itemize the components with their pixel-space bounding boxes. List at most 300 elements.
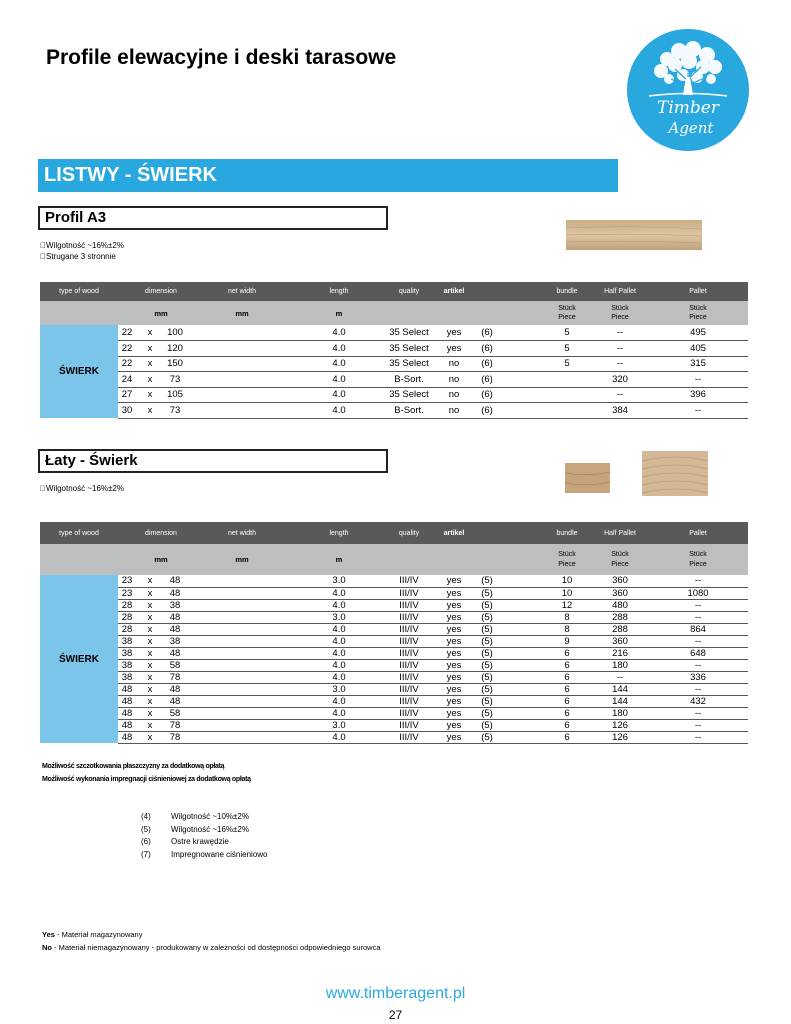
- width-cell: 150: [164, 356, 186, 372]
- length-cell: 3.0: [298, 719, 380, 731]
- pallet-cell: --: [648, 372, 748, 388]
- unit-m: m: [298, 301, 380, 325]
- thickness-cell: 48: [118, 719, 136, 731]
- header-half-pallet: Half Pallet: [592, 522, 648, 544]
- spacer-cell: [504, 731, 542, 743]
- dimension-x-cell: x: [136, 647, 164, 659]
- stock-cell: yes: [438, 731, 470, 743]
- stock-cell: no: [438, 372, 470, 388]
- stock-cell: yes: [438, 341, 470, 357]
- unit-piece: Piece: [558, 560, 576, 568]
- bundle-cell: 5: [542, 356, 592, 372]
- half-pallet-cell: 360: [592, 587, 648, 599]
- footer-note: Możliwość wykonania impregnacji ciśnieniowej za dodatkową opłatą: [42, 776, 251, 783]
- stock-cell: yes: [438, 719, 470, 731]
- website-link[interactable]: www.timberagent.pl: [325, 985, 466, 1002]
- code-cell: (6): [470, 325, 504, 341]
- spacer-cell: [504, 341, 542, 357]
- unit-piece: Piece: [558, 314, 576, 321]
- length-cell: 4.0: [298, 647, 380, 659]
- table-row: [40, 372, 748, 388]
- half-pallet-cell: 180: [592, 659, 648, 671]
- quality-cell: B-Sort.: [380, 403, 438, 419]
- bundle-cell: 8: [542, 611, 592, 623]
- legend-row: [141, 824, 268, 837]
- stock-cell: yes: [438, 707, 470, 719]
- header-length: length: [298, 282, 380, 301]
- unit-mm: mm: [136, 301, 186, 325]
- code-cell: (5): [470, 719, 504, 731]
- footer-notes: [42, 760, 251, 786]
- width-cell: 38: [164, 635, 186, 647]
- half-pallet-cell: 288: [592, 623, 648, 635]
- profil-a3-notes: [40, 240, 124, 262]
- table-row: [40, 707, 748, 719]
- thickness-cell: 22: [118, 356, 136, 372]
- spacer-cell: [504, 635, 542, 647]
- dimension-x-cell: x: [136, 731, 164, 743]
- width-cell: 120: [164, 341, 186, 357]
- quality-cell: B-Sort.: [380, 372, 438, 388]
- length-cell: 4.0: [298, 731, 380, 743]
- width-cell: 78: [164, 719, 186, 731]
- note-line:  Wilgotność ~16%±2%: [40, 241, 124, 250]
- dimension-x-cell: x: [136, 587, 164, 599]
- pallet-cell: 432: [648, 695, 748, 707]
- dimension-x-cell: x: [136, 707, 164, 719]
- pallet-cell: 405: [648, 341, 748, 357]
- pallet-cell: 648: [648, 647, 748, 659]
- bundle-cell: 6: [542, 671, 592, 683]
- width-cell: 48: [164, 695, 186, 707]
- laty-title: Łaty - Świerk: [38, 449, 388, 473]
- dimension-x-cell: x: [136, 372, 164, 388]
- length-cell: 4.0: [298, 623, 380, 635]
- table-row: [40, 341, 748, 357]
- table-row: [40, 403, 748, 419]
- stock-cell: no: [438, 356, 470, 372]
- width-cell: 78: [164, 671, 186, 683]
- section-banner: LISTWY - ŚWIERK: [38, 159, 618, 192]
- stock-cell: yes: [438, 611, 470, 623]
- table-row: [40, 623, 748, 635]
- quality-cell: III/IV: [380, 659, 438, 671]
- table-row: [40, 599, 748, 611]
- stock-cell: yes: [438, 659, 470, 671]
- table-row: [40, 695, 748, 707]
- thickness-cell: 27: [118, 387, 136, 403]
- code-cell: (6): [470, 341, 504, 357]
- bundle-cell: 5: [542, 325, 592, 341]
- net-width-cell: [186, 671, 298, 683]
- code-cell: (6): [470, 356, 504, 372]
- length-cell: 4.0: [298, 325, 380, 341]
- bundle-cell: 6: [542, 731, 592, 743]
- half-pallet-cell: 180: [592, 707, 648, 719]
- quality-cell: III/IV: [380, 623, 438, 635]
- stock-cell: yes: [438, 599, 470, 611]
- spacer-cell: [504, 611, 542, 623]
- width-cell: 48: [164, 647, 186, 659]
- table-row: [40, 683, 748, 695]
- quality-cell: III/IV: [380, 635, 438, 647]
- net-width-cell: [186, 341, 298, 357]
- code-cell: (5): [470, 707, 504, 719]
- legend-key: (4): [141, 812, 151, 821]
- dimension-x-cell: x: [136, 671, 164, 683]
- unit-stuck: Stück: [558, 305, 576, 312]
- half-pallet-cell: --: [592, 325, 648, 341]
- half-pallet-cell: 288: [592, 611, 648, 623]
- header-artikel: artikel: [438, 522, 470, 544]
- header-bundle: bundle: [542, 282, 592, 301]
- legend-text: Wilgotność ~16%±2%: [171, 824, 249, 834]
- thickness-cell: 24: [118, 372, 136, 388]
- stock-cell: no: [438, 387, 470, 403]
- quality-cell: III/IV: [380, 611, 438, 623]
- bundle-cell: 5: [542, 341, 592, 357]
- thickness-cell: 22: [118, 325, 136, 341]
- pallet-cell: --: [648, 707, 748, 719]
- net-width-cell: [186, 372, 298, 388]
- pallet-cell: 495: [648, 325, 748, 341]
- dimension-x-cell: x: [136, 341, 164, 357]
- net-width-cell: [186, 587, 298, 599]
- width-cell: 48: [164, 683, 186, 695]
- spacer-cell: [504, 575, 542, 587]
- bundle-cell: 6: [542, 719, 592, 731]
- pallet-cell: --: [648, 575, 748, 587]
- wood-cross-section-image: [642, 451, 708, 496]
- code-cell: (5): [470, 659, 504, 671]
- header-dimension: dimension: [136, 282, 186, 301]
- stock-cell: yes: [438, 671, 470, 683]
- net-width-cell: [186, 611, 298, 623]
- note-line:  Strugane 3 stronnie: [40, 252, 116, 261]
- pallet-cell: --: [648, 719, 748, 731]
- table-row: [40, 635, 748, 647]
- bundle-cell: 6: [542, 659, 592, 671]
- unit-piece: Piece: [611, 314, 629, 321]
- width-cell: 105: [164, 387, 186, 403]
- unit-piece: Piece: [611, 560, 629, 568]
- legend-key: (5): [141, 824, 151, 834]
- profil-a3-title: Profil A3: [38, 206, 388, 230]
- table-row: [40, 587, 748, 599]
- code-cell: (5): [470, 671, 504, 683]
- thickness-cell: 30: [118, 403, 136, 419]
- code-cell: (5): [470, 587, 504, 599]
- pallet-cell: --: [648, 683, 748, 695]
- stock-cell: yes: [438, 695, 470, 707]
- legend-text: Impregnowane ciśnieniowo: [171, 849, 268, 859]
- length-cell: 4.0: [298, 372, 380, 388]
- net-width-cell: [186, 325, 298, 341]
- wood-type-cell: ŚWIERK: [40, 325, 118, 418]
- header-dimension: dimension: [136, 522, 186, 544]
- spacer-cell: [504, 325, 542, 341]
- legend-text: Wilgotność ~10%±2%: [171, 812, 249, 821]
- unit-stuck: Stück: [689, 305, 707, 312]
- half-pallet-cell: --: [592, 671, 648, 683]
- table-row: [40, 731, 748, 743]
- net-width-cell: [186, 356, 298, 372]
- length-cell: 4.0: [298, 587, 380, 599]
- stock-cell: no: [438, 403, 470, 419]
- bundle-cell: 6: [542, 695, 592, 707]
- legend-text: Ostre krawędzie: [171, 837, 229, 846]
- timber-agent-logo: [627, 29, 749, 151]
- net-width-cell: [186, 683, 298, 695]
- legend-row: [141, 836, 268, 849]
- width-cell: 48: [164, 623, 186, 635]
- quality-cell: III/IV: [380, 587, 438, 599]
- width-cell: 78: [164, 731, 186, 743]
- stock-cell: yes: [438, 325, 470, 341]
- net-width-cell: [186, 647, 298, 659]
- dimension-x-cell: x: [136, 719, 164, 731]
- stock-cell: yes: [438, 683, 470, 695]
- thickness-cell: 28: [118, 611, 136, 623]
- dimension-x-cell: x: [136, 695, 164, 707]
- spacer-cell: [504, 372, 542, 388]
- pallet-cell: 336: [648, 671, 748, 683]
- half-pallet-cell: 360: [592, 575, 648, 587]
- quality-cell: 35 Select: [380, 341, 438, 357]
- bundle-cell: 8: [542, 623, 592, 635]
- spacer-cell: [504, 356, 542, 372]
- half-pallet-cell: 126: [592, 719, 648, 731]
- wood-profile-image: [566, 220, 702, 250]
- unit-stuck: Stück: [558, 550, 576, 558]
- quality-cell: III/IV: [380, 695, 438, 707]
- wood-type-cell: ŚWIERK: [40, 575, 118, 743]
- page-title: Profile elewacyjne i deski tarasowe: [46, 46, 397, 69]
- thickness-cell: 23: [118, 587, 136, 599]
- length-cell: 4.0: [298, 635, 380, 647]
- thickness-cell: 48: [118, 731, 136, 743]
- spacer-cell: [504, 719, 542, 731]
- spacer-cell: [504, 659, 542, 671]
- bundle-cell: 6: [542, 683, 592, 695]
- note-line:  Wilgotność ~16%±2%: [40, 484, 124, 493]
- half-pallet-cell: 216: [592, 647, 648, 659]
- unit-stuck: Stück: [611, 305, 629, 312]
- dimension-x-cell: x: [136, 403, 164, 419]
- length-cell: 4.0: [298, 403, 380, 419]
- unit-stuck: Stück: [611, 550, 629, 558]
- half-pallet-cell: 144: [592, 683, 648, 695]
- bundle-cell: 9: [542, 635, 592, 647]
- code-cell: (5): [470, 683, 504, 695]
- length-cell: 4.0: [298, 695, 380, 707]
- net-width-cell: [186, 599, 298, 611]
- code-cell: (5): [470, 731, 504, 743]
- table-row: [40, 325, 748, 341]
- length-cell: 4.0: [298, 659, 380, 671]
- dimension-x-cell: x: [136, 623, 164, 635]
- dimension-x-cell: x: [136, 356, 164, 372]
- stock-cell: yes: [438, 623, 470, 635]
- pallet-cell: --: [648, 635, 748, 647]
- dimension-x-cell: x: [136, 387, 164, 403]
- header-length: length: [298, 522, 380, 544]
- legend-row: [141, 811, 268, 824]
- legend-row: [141, 849, 268, 862]
- dimension-x-cell: x: [136, 599, 164, 611]
- unit-piece: Piece: [689, 560, 707, 568]
- thickness-cell: 28: [118, 623, 136, 635]
- length-cell: 4.0: [298, 387, 380, 403]
- pallet-cell: 396: [648, 387, 748, 403]
- quality-cell: III/IV: [380, 719, 438, 731]
- pallet-cell: --: [648, 611, 748, 623]
- width-cell: 58: [164, 659, 186, 671]
- table-row: [40, 356, 748, 372]
- net-width-cell: [186, 695, 298, 707]
- length-cell: 4.0: [298, 671, 380, 683]
- laty-table: [40, 522, 748, 744]
- length-cell: 4.0: [298, 341, 380, 357]
- quality-cell: 35 Select: [380, 356, 438, 372]
- page-number: 27: [388, 1008, 403, 1022]
- code-cell: (6): [470, 403, 504, 419]
- thickness-cell: 22: [118, 341, 136, 357]
- net-width-cell: [186, 623, 298, 635]
- code-cell: (5): [470, 599, 504, 611]
- pallet-cell: --: [648, 599, 748, 611]
- wood-cross-section-image: [565, 463, 610, 493]
- unit-mm: mm: [186, 544, 298, 575]
- code-cell: (5): [470, 635, 504, 647]
- footer-note: Możliwość szczotkowania płaszczyzny za dodatkową opłatą: [42, 763, 225, 770]
- spacer-cell: [504, 403, 542, 419]
- width-cell: 48: [164, 575, 186, 587]
- spacer-cell: [504, 587, 542, 599]
- dimension-x-cell: x: [136, 683, 164, 695]
- header-net-width: net width: [186, 282, 298, 301]
- header-quality: quality: [380, 522, 438, 544]
- code-cell: (6): [470, 372, 504, 388]
- spacer-cell: [504, 683, 542, 695]
- bundle-cell: 6: [542, 647, 592, 659]
- pallet-cell: --: [648, 659, 748, 671]
- quality-cell: III/IV: [380, 671, 438, 683]
- thickness-cell: 38: [118, 671, 136, 683]
- width-cell: 48: [164, 611, 186, 623]
- pallet-cell: --: [648, 403, 748, 419]
- dimension-x-cell: x: [136, 635, 164, 647]
- bundle-cell: [542, 403, 592, 419]
- stock-cell: yes: [438, 587, 470, 599]
- header-quality: quality: [380, 282, 438, 301]
- quality-cell: 35 Select: [380, 325, 438, 341]
- yes-text: - Materiał magazynowany: [54, 930, 143, 939]
- table-row: [40, 671, 748, 683]
- half-pallet-cell: 360: [592, 635, 648, 647]
- bundle-cell: 10: [542, 587, 592, 599]
- pallet-cell: 1080: [648, 587, 748, 599]
- header-type-of-wood: type of wood: [40, 522, 118, 544]
- quality-cell: III/IV: [380, 707, 438, 719]
- half-pallet-cell: --: [592, 356, 648, 372]
- quality-cell: III/IV: [380, 599, 438, 611]
- dimension-x-cell: x: [136, 611, 164, 623]
- spacer-cell: [504, 707, 542, 719]
- table-row: [40, 575, 748, 587]
- profil-a3-table: [40, 282, 748, 419]
- table-row: [40, 659, 748, 671]
- pallet-cell: --: [648, 731, 748, 743]
- half-pallet-cell: 126: [592, 731, 648, 743]
- header-pallet: Pallet: [648, 282, 748, 301]
- net-width-cell: [186, 575, 298, 587]
- dimension-x-cell: x: [136, 325, 164, 341]
- thickness-cell: 38: [118, 647, 136, 659]
- logo-text-line1: Timber: [657, 98, 719, 118]
- code-legend: [141, 811, 268, 861]
- length-cell: 4.0: [298, 707, 380, 719]
- unit-mm: mm: [186, 301, 298, 325]
- half-pallet-cell: --: [592, 387, 648, 403]
- quality-cell: III/IV: [380, 575, 438, 587]
- thickness-cell: 48: [118, 683, 136, 695]
- header-net-width: net width: [186, 522, 298, 544]
- spacer-cell: [504, 599, 542, 611]
- table-row: [40, 611, 748, 623]
- width-cell: 100: [164, 325, 186, 341]
- width-cell: 38: [164, 599, 186, 611]
- stock-cell: yes: [438, 635, 470, 647]
- spacer-cell: [504, 623, 542, 635]
- logo-text-line2: Agent: [668, 119, 714, 137]
- no-text: - Materiał niemagazynowany - produkowany w zależności od dostępności odpowiedniego surowca: [52, 943, 381, 952]
- length-cell: 4.0: [298, 356, 380, 372]
- no-key: No: [42, 943, 52, 952]
- unit-mm: mm: [136, 544, 186, 575]
- bundle-cell: [542, 387, 592, 403]
- net-width-cell: [186, 731, 298, 743]
- code-cell: (6): [470, 387, 504, 403]
- unit-m: m: [298, 544, 380, 575]
- width-cell: 73: [164, 403, 186, 419]
- quality-cell: III/IV: [380, 731, 438, 743]
- half-pallet-cell: 144: [592, 695, 648, 707]
- net-width-cell: [186, 659, 298, 671]
- thickness-cell: 23: [118, 575, 136, 587]
- quality-cell: III/IV: [380, 647, 438, 659]
- bundle-cell: [542, 372, 592, 388]
- bundle-cell: 6: [542, 707, 592, 719]
- code-cell: (5): [470, 575, 504, 587]
- width-cell: 48: [164, 587, 186, 599]
- spacer-cell: [504, 387, 542, 403]
- net-width-cell: [186, 387, 298, 403]
- table-row: [40, 387, 748, 403]
- yes-key: Yes: [42, 930, 55, 939]
- stock-cell: yes: [438, 647, 470, 659]
- code-cell: (5): [470, 611, 504, 623]
- code-cell: (5): [470, 623, 504, 635]
- half-pallet-cell: --: [592, 341, 648, 357]
- net-width-cell: [186, 635, 298, 647]
- thickness-cell: 38: [118, 635, 136, 647]
- half-pallet-cell: 384: [592, 403, 648, 419]
- table-row: [40, 647, 748, 659]
- legend-key: (6): [141, 837, 151, 846]
- spacer-cell: [504, 695, 542, 707]
- header-type-of-wood: type of wood: [40, 282, 118, 301]
